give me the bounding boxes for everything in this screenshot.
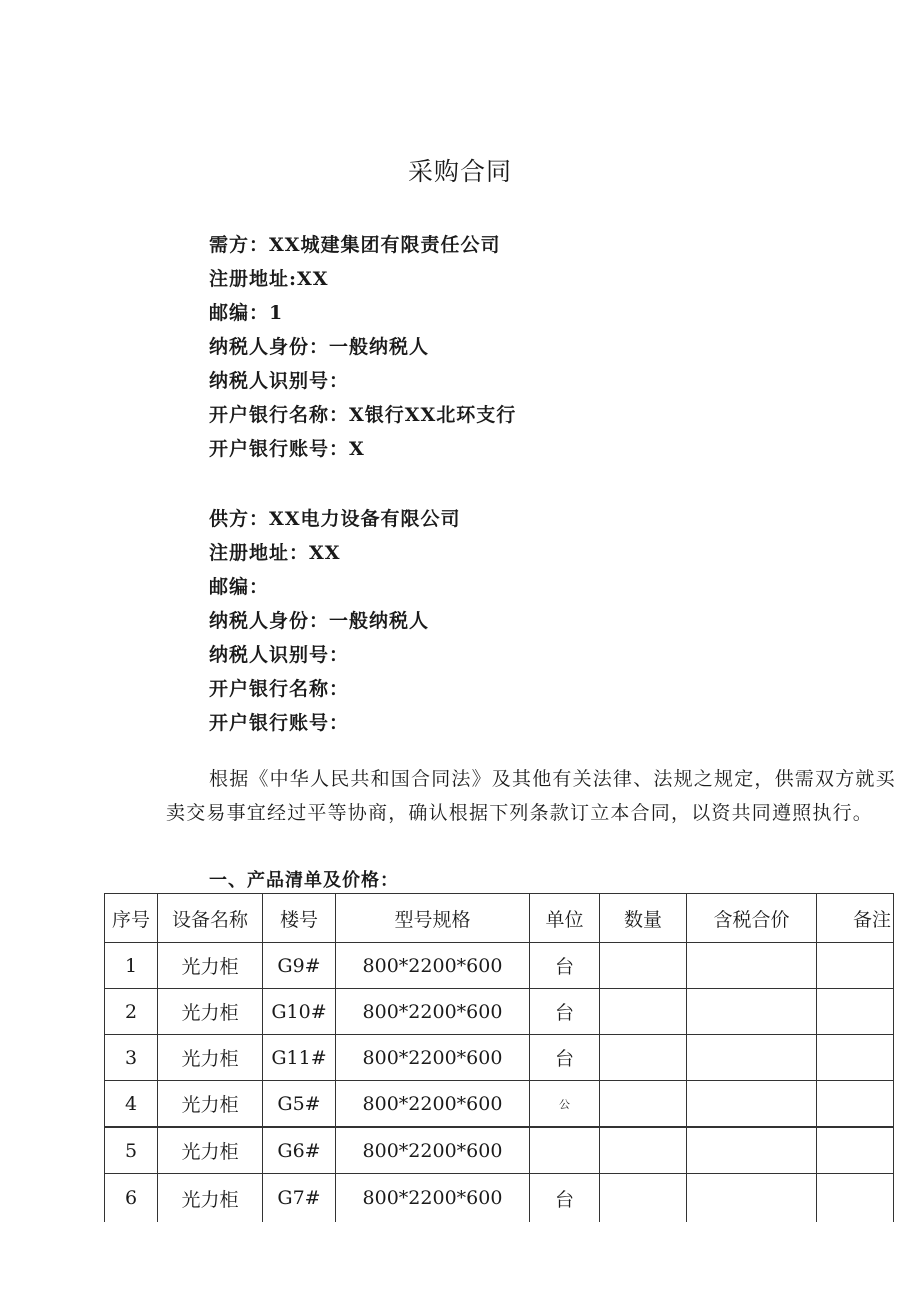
header-cell-building: 楼号 <box>263 894 336 943</box>
field-label: 开户银行账号： <box>209 438 350 460</box>
cell-unit: 台 <box>530 1035 600 1081</box>
table-row <box>105 1081 894 1128</box>
cell-quantity <box>600 1174 687 1223</box>
product-table <box>104 893 894 1222</box>
field-value: 1 <box>269 302 284 324</box>
field-value: XX城建集团有限责任公司 <box>269 234 501 256</box>
field-label: 注册地址： <box>209 542 310 564</box>
field-value: 一般纳税人 <box>329 610 430 632</box>
buyer-name-row <box>209 228 516 262</box>
cell-spec: 800*2200*600 <box>336 1174 530 1223</box>
field-label: 注册地址: <box>209 268 298 290</box>
field-label: 供方： <box>209 508 270 530</box>
field-value: XX <box>297 268 329 290</box>
field-value: 一般纳税人 <box>329 336 430 358</box>
cell-device: 光力柜 <box>158 1174 263 1223</box>
seller-postcode-row <box>209 570 516 604</box>
section-heading: 一、产品清单及价格： <box>209 870 399 891</box>
cell-spec: 800*2200*600 <box>336 1035 530 1081</box>
cell-device: 光力柜 <box>158 1127 263 1174</box>
cell-index: 4 <box>105 1081 158 1128</box>
cell-remark <box>817 1081 894 1128</box>
seller-tax-id-row <box>209 638 516 672</box>
cell-spec: 800*2200*600 <box>336 943 530 989</box>
cell-quantity <box>600 1081 687 1128</box>
cell-index: 5 <box>105 1127 158 1174</box>
cell-quantity <box>600 1035 687 1081</box>
seller-bank-name-row <box>209 672 516 706</box>
buyer-postcode-row <box>209 296 516 330</box>
cell-quantity <box>600 943 687 989</box>
cell-building: G5# <box>263 1081 336 1128</box>
preamble-text: 根据《中华人民共和国合同法》及其他有关法律、法规之规定，供需双方就买卖交易事宜经过平等协商，确认根据下列条款订立本合同，以资共同遵照执行。 <box>166 768 896 824</box>
spacer <box>209 466 516 502</box>
cell-building: G10# <box>263 989 336 1035</box>
field-label: 邮编： <box>209 576 270 598</box>
table-row <box>105 1127 894 1174</box>
cell-remark <box>817 1127 894 1174</box>
cell-quantity <box>600 989 687 1035</box>
seller-name-row <box>209 502 516 536</box>
cell-quantity <box>600 1127 687 1174</box>
field-value: X银行XX北环支行 <box>349 404 517 426</box>
cell-building: G7# <box>263 1174 336 1223</box>
cell-remark <box>817 1174 894 1223</box>
document-title: 采购合同 <box>407 157 512 186</box>
header-cell-device: 设备名称 <box>158 894 263 943</box>
buyer-bank-name-row <box>209 398 516 432</box>
buyer-address-row <box>209 262 516 296</box>
cell-device: 光力柜 <box>158 943 263 989</box>
field-label: 纳税人识别号： <box>209 370 350 392</box>
cell-unit: 台 <box>530 943 600 989</box>
cell-remark <box>817 1035 894 1081</box>
cell-device: 光力柜 <box>158 989 263 1035</box>
header-cell-unit: 单位 <box>530 894 600 943</box>
field-value: X <box>349 438 365 460</box>
cell-building: G9# <box>263 943 336 989</box>
cell-unit <box>530 1127 600 1174</box>
cell-index: 1 <box>105 943 158 989</box>
header-cell-remark: 备注 <box>817 894 894 943</box>
cell-index: 2 <box>105 989 158 1035</box>
buyer-taxpayer-type-row <box>209 330 516 364</box>
cell-total <box>687 943 817 989</box>
header-cell-spec: 型号规格 <box>336 894 530 943</box>
table-header-row <box>105 894 894 943</box>
cell-index: 6 <box>105 1174 158 1223</box>
field-label: 需方： <box>209 234 270 256</box>
cell-index: 3 <box>105 1035 158 1081</box>
seller-taxpayer-type-row <box>209 604 516 638</box>
cell-total <box>687 989 817 1035</box>
seller-bank-account-row <box>209 706 516 740</box>
preamble-paragraph <box>166 762 896 830</box>
field-label: 邮编： <box>209 302 270 324</box>
table-row <box>105 1174 894 1223</box>
cell-device: 光力柜 <box>158 1035 263 1081</box>
party-info <box>209 228 516 740</box>
field-label: 开户银行名称： <box>209 404 350 426</box>
header-cell-index: 序号 <box>105 894 158 943</box>
field-label: 开户银行账号： <box>209 712 350 734</box>
cell-unit: 台 <box>530 989 600 1035</box>
cell-spec: 800*2200*600 <box>336 1081 530 1128</box>
cell-remark <box>817 943 894 989</box>
field-value: XX <box>309 542 341 564</box>
table-row <box>105 943 894 989</box>
field-value: XX电力设备有限公司 <box>269 508 461 530</box>
table-row <box>105 989 894 1035</box>
buyer-tax-id-row <box>209 364 516 398</box>
cell-building: G11# <box>263 1035 336 1081</box>
cell-unit: 台 <box>530 1174 600 1223</box>
field-label: 开户银行名称： <box>209 678 350 700</box>
seller-address-row <box>209 536 516 570</box>
field-label: 纳税人身份： <box>209 336 330 358</box>
cell-spec: 800*2200*600 <box>336 989 530 1035</box>
cell-spec: 800*2200*600 <box>336 1127 530 1174</box>
cell-unit: 公 <box>530 1081 600 1128</box>
cell-total <box>687 1174 817 1223</box>
table-row <box>105 1035 894 1081</box>
header-cell-total: 含税合价 <box>687 894 817 943</box>
cell-total <box>687 1127 817 1174</box>
buyer-bank-account-row <box>209 432 516 466</box>
cell-building: G6# <box>263 1127 336 1174</box>
cell-device: 光力柜 <box>158 1081 263 1128</box>
cell-total <box>687 1081 817 1128</box>
field-label: 纳税人识别号： <box>209 644 350 666</box>
cell-total <box>687 1035 817 1081</box>
field-label: 纳税人身份： <box>209 610 330 632</box>
cell-remark <box>817 989 894 1035</box>
header-cell-quantity: 数量 <box>600 894 687 943</box>
